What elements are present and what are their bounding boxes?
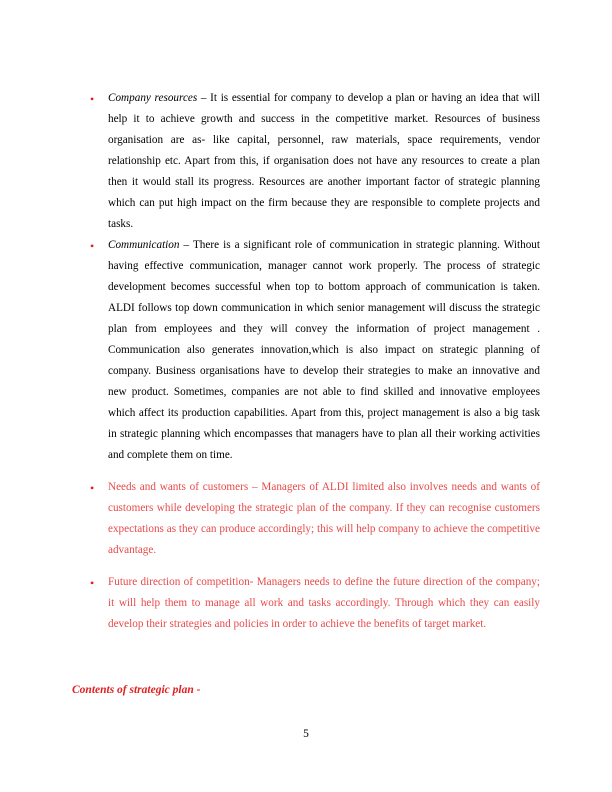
lead-term: Communication (108, 239, 180, 251)
paragraph: Needs and wants of customers – Managers of ALDI limited also involves needs and wants of customers while developing the strategic plan of the company. If they can recognise customers expectations as they can produce accordingly; this will help company to achieve the competitive advantage. (108, 481, 540, 556)
paragraph: Future direction of competition- Managers needs to define the future direction of the company; it will help them to manage all work and tasks accordingly. Through which they can easily develop their strategies and policies in order to achieve the benefits of target market. (108, 576, 540, 630)
list-item-communication (0, 235, 612, 466)
paragraph (108, 88, 540, 235)
section-heading: Contents of strategic plan - (72, 684, 201, 696)
list-item-future-direction (0, 572, 612, 635)
bullet-icon: • (90, 576, 95, 590)
bullet-list (0, 88, 612, 635)
lead-term: Company resources (108, 92, 198, 104)
paragraph-text: – It is essential for company to develop a plan or having an idea that will help it to achieve growth and success in the competitive market. Resources of business organisation are as- like capital, personnel, raw materials, space requirements, vendor relationship etc. Apart from this, if organisation does not have any resources to create a plan then it would stall its progress. Resources are another important factor of strategic planning which can put high impact on the firm because they are responsible to complete projects and tasks. (108, 92, 540, 230)
list-item-needs-wants (0, 477, 612, 561)
paragraph (108, 235, 540, 466)
bullet-icon: • (90, 481, 95, 495)
paragraph-text: – There is a significant role of communication in strategic planning. Without having effective communication, manager cannot work properly. The process of strategic development becomes successful when top to bottom approach of communication is taken. ALDI follows top down communication in which senior management will discuss the strategic plan from employees and they will convey the information of project management . Communication also generates innovation,which is also impact on strategic planning of company. Business organisations have to develop their strategies to make an innovative and new product. Sometimes, companies are not able to find skilled and innovative employees which affect its production capabilities. Apart from this, project management is also a big task in strategic planning which encompasses that managers have to plan all their working activities and complete them on time. (108, 239, 540, 461)
bullet-icon: • (90, 239, 95, 253)
list-item-company-resources (0, 88, 612, 235)
page-number: 5 (303, 728, 309, 740)
bullet-icon: • (90, 92, 95, 106)
